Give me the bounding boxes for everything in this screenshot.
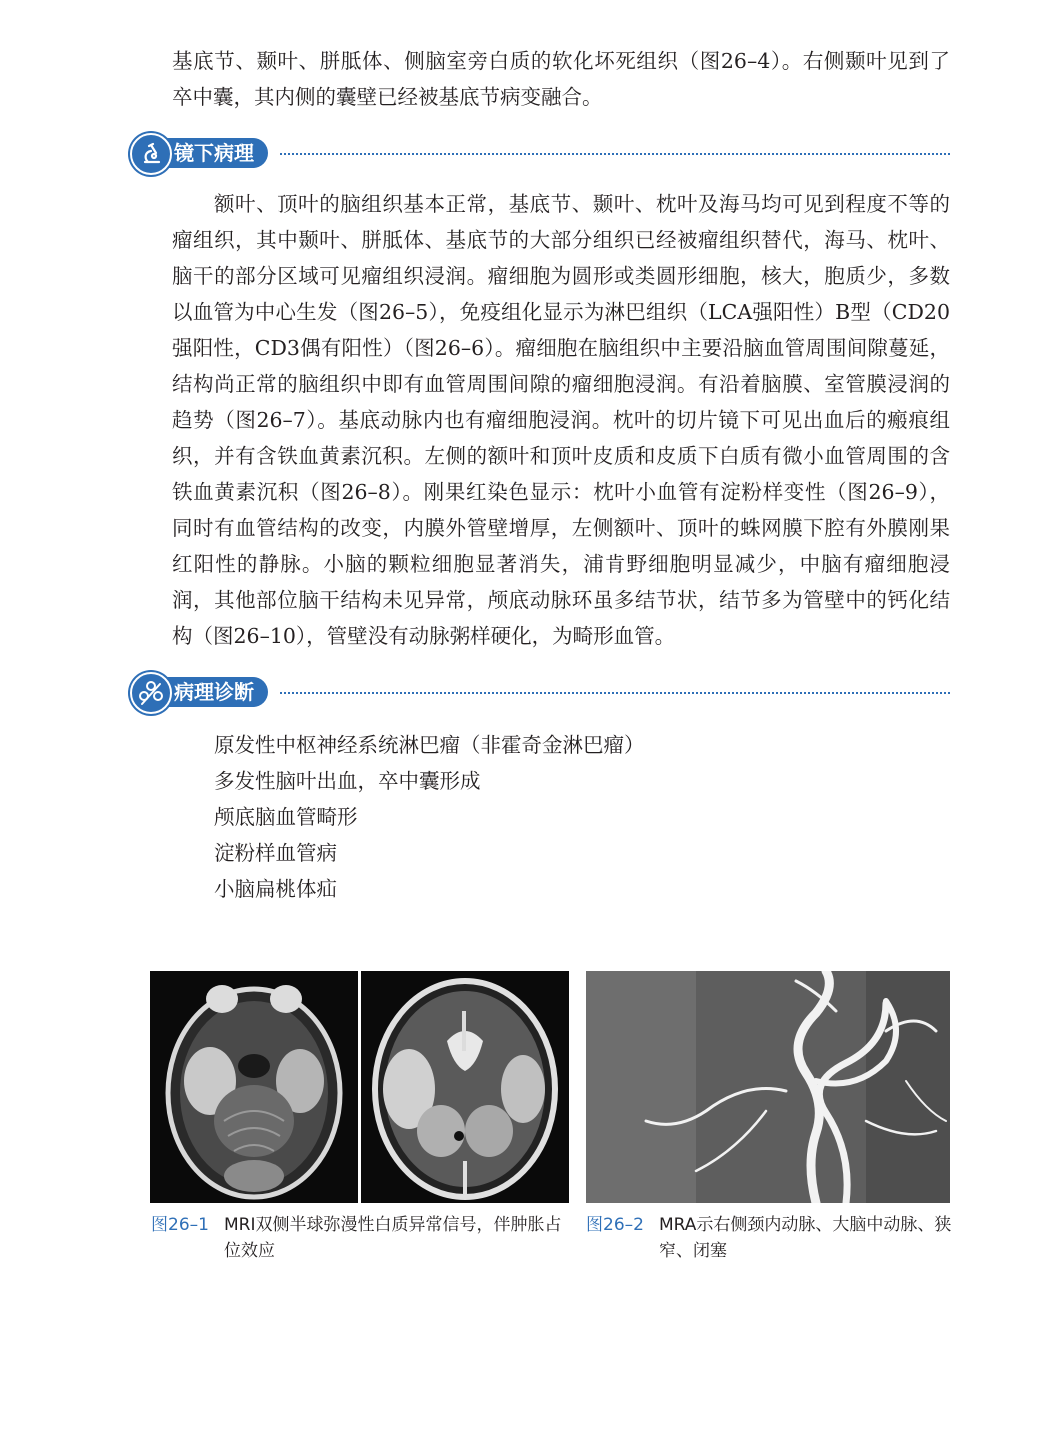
- micro-paragraph: [172, 186, 950, 654]
- mra-image: [586, 971, 950, 1203]
- section-header-diagnosis: [130, 672, 950, 712]
- cells-icon: [130, 672, 172, 714]
- section-divider: [280, 153, 950, 155]
- text-line: 构（图26–10），管壁没有动脉粥样硬化，为畸形血管。: [172, 624, 676, 648]
- diagnosis-item: 淀粉样血管病: [214, 841, 337, 865]
- text-line: 额叶、顶叶的脑组织基本正常，基底节、颞叶、枕叶及海马均可见到程度不等的: [214, 192, 950, 216]
- text-line: 以血管为中心生发（图26–5），免疫组化显示为淋巴组织（LCA强阳性）B型（CD20: [172, 300, 950, 324]
- diagnosis-item: 多发性脑叶出血，卒中囊形成: [214, 769, 481, 793]
- section-divider: [280, 692, 950, 694]
- text-line: 润，其他部位脑干结构未见异常，颅底动脉环虽多结节状，结节多为管壁中的钙化结: [172, 588, 950, 612]
- text-line: 瘤组织，其中颞叶、胼胝体、基底节的大部分组织已经被瘤组织替代，海马、枕叶、: [172, 228, 950, 252]
- diagnosis-item: 颅底脑血管畸形: [214, 805, 358, 829]
- figure-number: 图26–2: [586, 1215, 644, 1235]
- mri-image-left: [150, 971, 358, 1203]
- figure-number: 图26–1: [151, 1215, 209, 1235]
- section-header-micro: [130, 133, 950, 173]
- text-line: 铁血黄素沉积（图26–8）。刚果红染色显示：枕叶小血管有淀粉样变性（图26–9），: [172, 480, 950, 504]
- text-line: 强阳性，CD3偶有阳性）（图26–6）。瘤细胞在脑组织中主要沿脑血管周围间隙蔓延，: [172, 336, 950, 360]
- figure-caption-text: MRI双侧半球弥漫性白质异常信号，伴肿胀占位效应: [224, 1215, 562, 1261]
- section-title: 病理诊断: [152, 677, 268, 707]
- diagnosis-item: 小脑扁桃体疝: [214, 877, 337, 901]
- text-line: 脑干的部分区域可见瘤组织浸润。瘤细胞为圆形或类圆形细胞，核大，胞质少，多数: [172, 264, 950, 288]
- text-line: 结构尚正常的脑组织中即有血管周围间隙的瘤细胞浸润。有沿着脑膜、室管膜浸润的: [172, 372, 950, 396]
- microscope-icon: [130, 133, 172, 175]
- mri-image-right: [361, 971, 569, 1203]
- text-line: 卒中囊，其内侧的囊壁已经被基底节病变融合。: [172, 85, 603, 109]
- text-line: 同时有血管结构的改变，内膜外管壁增厚，左侧额叶、顶叶的蛛网膜下腔有外膜刚果: [172, 516, 950, 540]
- text-line: 基底节、颞叶、胼胝体、侧脑室旁白质的软化坏死组织（图26–4）。右侧颞叶见到了: [172, 49, 950, 73]
- section-title: 镜下病理: [152, 138, 268, 168]
- text-line: 红阳性的静脉。小脑的颗粒细胞显著消失，浦肯野细胞明显减少，中脑有瘤细胞浸: [172, 552, 950, 576]
- text-line: 织，并有含铁血黄素沉积。左侧的额叶和顶叶皮质和皮质下白质有微小血管周围的含: [172, 444, 950, 468]
- figure-caption-text: MRA示右侧颈内动脉、大脑中动脉、狭窄、闭塞: [659, 1215, 952, 1261]
- intro-paragraph: [172, 43, 950, 115]
- diagnosis-item: 原发性中枢神经系统淋巴瘤（非霍奇金淋巴瘤）: [214, 733, 645, 757]
- text-line: 趋势（图26–7）。基底动脉内也有瘤细胞浸润。枕叶的切片镜下可见出血后的瘢痕组: [172, 408, 950, 432]
